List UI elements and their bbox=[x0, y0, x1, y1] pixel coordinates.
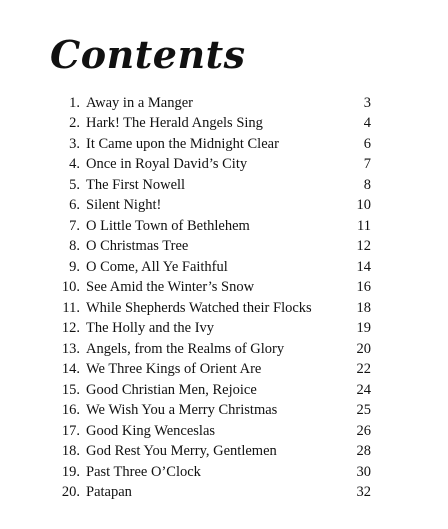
toc-entry-title: Past Three O’Clock bbox=[86, 463, 201, 480]
toc-entry-page: 16 bbox=[356, 279, 371, 296]
toc-entry bbox=[58, 319, 371, 340]
toc-entry-page: 3 bbox=[363, 94, 371, 111]
toc-entry-page: 10 bbox=[356, 197, 371, 214]
toc-entry-title: Angels, from the Realms of Glory bbox=[86, 340, 285, 357]
toc-entry bbox=[58, 237, 371, 258]
toc-entry bbox=[58, 175, 371, 196]
toc-entry bbox=[58, 401, 371, 422]
table-of-contents bbox=[58, 93, 371, 503]
toc-entry-number: 9. bbox=[69, 258, 80, 275]
toc-entry bbox=[58, 134, 371, 155]
toc-entry-title: O Little Town of Bethlehem bbox=[86, 217, 250, 234]
toc-entry bbox=[58, 442, 371, 463]
toc-entry-title: God Rest You Merry, Gentlemen bbox=[86, 443, 277, 460]
toc-entry bbox=[58, 462, 371, 483]
toc-entry-title: The Holly and the Ivy bbox=[86, 320, 215, 337]
toc-entry-title: It Came upon the Midnight Clear bbox=[86, 135, 279, 152]
toc-entry-title: We Three Kings of Orient Are bbox=[86, 361, 262, 378]
toc-entry-page: 22 bbox=[356, 361, 371, 378]
toc-entry-title: Once in Royal David’s City bbox=[86, 156, 248, 173]
toc-entry-title: O Christmas Tree bbox=[86, 238, 189, 255]
toc-entry-page: 11 bbox=[357, 217, 371, 234]
toc-entry-page: 30 bbox=[356, 463, 371, 480]
toc-entry-page: 20 bbox=[356, 340, 371, 357]
toc-entry-title: O Come, All Ye Faithful bbox=[86, 258, 228, 275]
toc-entry-number: 17. bbox=[61, 422, 80, 439]
toc-entry-number: 4. bbox=[69, 156, 80, 173]
toc-entry bbox=[58, 216, 371, 237]
toc-entry-number: 3. bbox=[69, 135, 80, 152]
toc-entry-page: 32 bbox=[356, 484, 371, 501]
toc-entry-number: 6. bbox=[69, 197, 80, 214]
toc-entry-number: 19. bbox=[61, 463, 80, 480]
toc-entry bbox=[58, 483, 371, 504]
toc-entry-page: 8 bbox=[363, 176, 371, 193]
toc-entry-page: 7 bbox=[363, 156, 371, 173]
toc-entry bbox=[58, 93, 371, 114]
toc-entry-page: 12 bbox=[356, 238, 371, 255]
toc-entry-page: 19 bbox=[356, 320, 371, 337]
toc-entry-number: 8. bbox=[69, 238, 80, 255]
toc-entry bbox=[58, 196, 371, 217]
toc-entry-title: Away in a Manger bbox=[86, 94, 193, 111]
toc-entry-title: Hark! The Herald Angels Sing bbox=[86, 115, 263, 132]
toc-entry-page: 14 bbox=[356, 258, 371, 275]
toc-entry-number: 18. bbox=[61, 443, 80, 460]
toc-entry-number: 5. bbox=[69, 176, 80, 193]
toc-entry-page: 4 bbox=[363, 115, 371, 132]
toc-entry-page: 28 bbox=[356, 443, 371, 460]
toc-entry-title: Patapan bbox=[86, 484, 132, 501]
toc-entry bbox=[58, 298, 371, 319]
toc-entry-number: 14. bbox=[61, 361, 80, 378]
toc-entry-page: 25 bbox=[356, 402, 371, 419]
toc-entry-page: 6 bbox=[363, 135, 371, 152]
toc-entry-title: The First Nowell bbox=[86, 176, 186, 193]
page-title: Contents bbox=[50, 32, 246, 77]
toc-entry bbox=[58, 114, 371, 135]
toc-entry-page: 18 bbox=[356, 299, 371, 316]
toc-entry-number: 13. bbox=[61, 340, 80, 357]
toc-entry-number: 15. bbox=[61, 381, 80, 398]
toc-entry-number: 10. bbox=[61, 279, 80, 296]
toc-entry-number: 2. bbox=[69, 115, 80, 132]
toc-entry-title: We Wish You a Merry Christmas bbox=[86, 402, 278, 419]
toc-entry-title: Silent Night! bbox=[86, 197, 162, 214]
toc-entry-number: 12. bbox=[61, 320, 80, 337]
toc-entry-title: Good King Wenceslas bbox=[86, 422, 216, 439]
toc-entry bbox=[58, 339, 371, 360]
toc-entry-title: While Shepherds Watched their Flocks bbox=[86, 299, 312, 316]
toc-entry-number: 11. bbox=[62, 299, 80, 316]
toc-entry bbox=[58, 155, 371, 176]
toc-entry-page: 24 bbox=[356, 381, 371, 398]
toc-entry bbox=[58, 257, 371, 278]
toc-entry bbox=[58, 360, 371, 381]
toc-entry bbox=[58, 278, 371, 299]
toc-entry bbox=[58, 421, 371, 442]
toc-entry bbox=[58, 380, 371, 401]
toc-entry-title: See Amid the Winter’s Snow bbox=[86, 279, 255, 296]
toc-entry-number: 20. bbox=[61, 484, 80, 501]
toc-entry-title: Good Christian Men, Rejoice bbox=[86, 381, 257, 398]
toc-entry-number: 1. bbox=[69, 94, 80, 111]
toc-entry-number: 16. bbox=[61, 402, 80, 419]
toc-entry-page: 26 bbox=[356, 422, 371, 439]
toc-entry-number: 7. bbox=[69, 217, 80, 234]
